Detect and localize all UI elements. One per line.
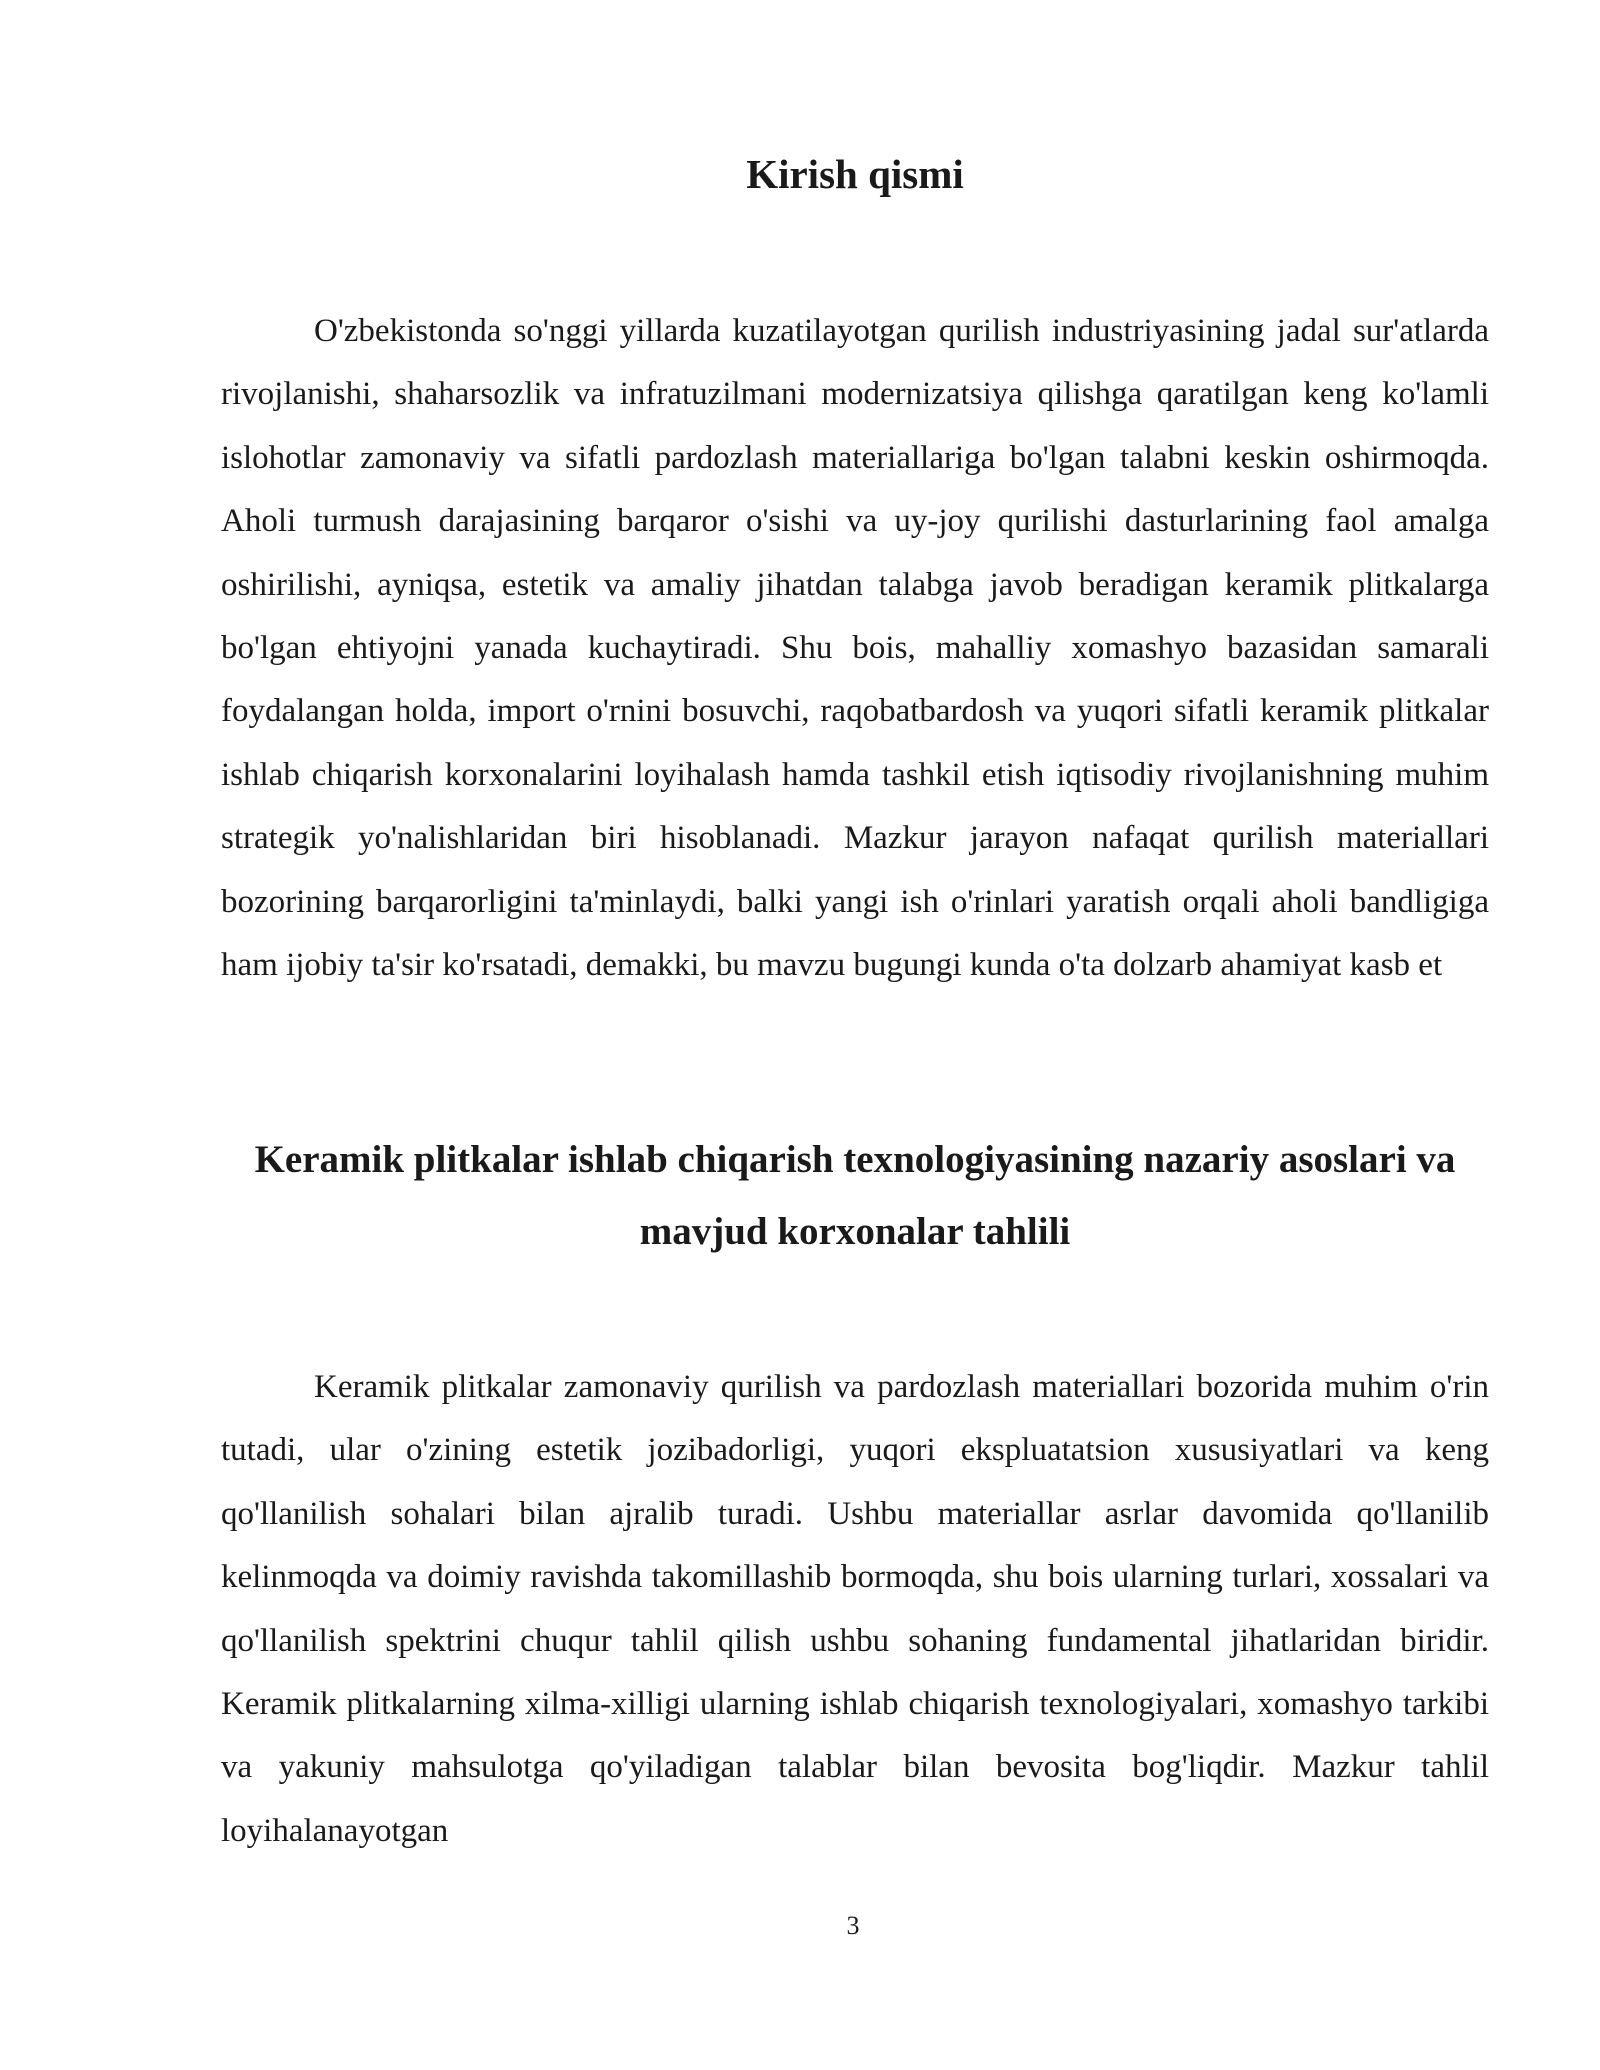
intro-paragraph: O'zbekistonda so'nggi yillarda kuzatilayotgan qurilish industriyasining jadal sur'atlarda rivojlanishi, shaharsozlik va infratuzilmani modernizatsiya qilishga qaratilgan keng ko'lamli islohotlar zamonaviy va sifatli pardozlash materiallariga bo'lgan talabni keskin oshirmoqda. Aholi turmush darajasining barqaror o'sishi va uy-joy qurilishi dasturlarining faol amalga oshirilishi, ayniqsa, estetik va amaliy jihatdan talabga javob beradigan keramik plitkalarga bo'lgan ehtiyojni yanada kuchaytiradi. Shu bois, mahalliy xomashyo bazasidan samarali foydalangan holda, import o'rnini bosuvchi, raqobatbardosh va yuqori sifatli keramik plitkalar ishlab chiqarish korxonalarini loyihalash hamda tashkil etish iqtisodiy rivojlanishning muhim strategik yo'nalishlaridan biri hisoblanadi. Mazkur jarayon nafaqat qurilish materiallari bozorining barqarorligini ta'minlaydi, balki yangi ish o'rinlari yaratish orqali aholi bandligiga ham ijobiy ta'sir ko'rsatadi, demakki, bu mavzu bugungi kunda o'ta dolzarb ahamiyat kasb et bbox=[221, 313, 1489, 984]
page-number: 3 bbox=[846, 1911, 860, 1940]
section-heading: Keramik plitkalar ishlab chiqarish texnologiyasining nazariy asoslari va mavjud korxonalar tahlili bbox=[254, 1138, 1456, 1253]
section-paragraph: Keramik plitkalar zamonaviy qurilish va pardozlash materiallari bozorida muhim o'rin tutadi, ular o'zining estetik jozibadorligi, yuqori ekspluatatsion xususiyatlari va keng qo'llanilish sohalari bilan ajralib turadi. Ushbu materiallar asrlar davomida qo'llanilib kelinmoqda va doimiy ravishda takomillashib bormoqda, shu bois ularning turlari, xossalari va qo'llanilish spektrini chuqur tahlil qilish ushbu sohaning fundamental jihatlaridan biridir. Keramik plitkalarning xilma-xilligi ularning ishlab chiqarish texnologiyalari, xomashyo tarkibi va yakuniy mahsulotga qo'yiladigan talablar bilan bevosita bog'liqdir. Mazkur tahlil loyihalanayotgan bbox=[221, 1369, 1489, 1849]
intro-heading: Kirish qismi bbox=[746, 151, 964, 197]
